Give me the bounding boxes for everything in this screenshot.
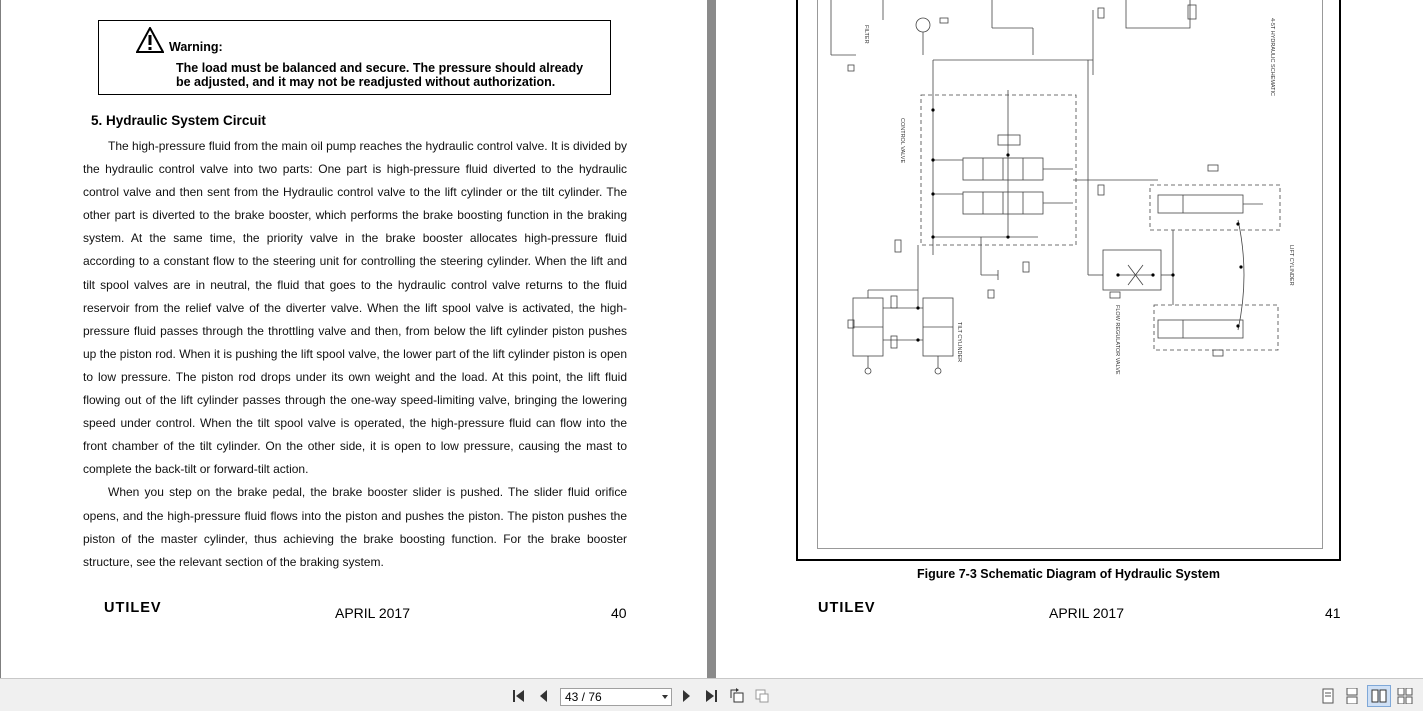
page-indicator: 43 / 76: [565, 690, 602, 704]
page-date: APRIL 2017: [335, 605, 410, 621]
flow-regulator-label: FLOW REGULATOR VALVE: [1114, 305, 1120, 375]
prev-page-icon[interactable]: [536, 688, 552, 704]
document-page-right: [716, 0, 1423, 678]
brand-logo: UTILEV: [104, 600, 162, 616]
schematic-title-label: 4-5T HYDRAULIC SCHEMATIC: [1269, 18, 1275, 97]
warning-icon: [136, 27, 164, 53]
brand-logo-right: UTILEV: [818, 600, 876, 616]
warning-text: [176, 61, 596, 89]
two-page-view-icon[interactable]: [1371, 688, 1387, 704]
paragraph-1: The high-pressure fluid from the main oil pump reaches the hydraulic control valve. It is divided by the hydraulic control valve into two parts: One part is high-pressure fluid diverted to the hydraulic control valve and then sent from the Hydraulic control valve to the lift cylinder or the tilt cylinder. The other part is diverted to the brake booster, which performs the brake boosting function in the braking system. At the same time, the priority valve in the brake booster allocates high-pressure fluid according to a constant flow to the steering unit for controlling the steering cylinder. When the lift and tilt spool valves are in neutral, the fluid that goes to the hydraulic control valve returns to the fluid reservoir from the relief valve of the diverter valve. When the lift spool valve is activated, the high-pressure fluid passes through the throttling valve and then, from below the lift cylinder piston pushes up the piston rod. When it is pushing the lift spool valve, the lower part of the lift cylinder piston is open to low pressure. The piston rod drops under its own weight and the load. At this point, the lift fluid flowing out of the lift cylinder passes through the one-way speed-limiting valve, bringing the lowering speed under control. When the tilt spool valve is operated, the high-pressure fluid can flow into the front chamber of the tilt cylinder. On the other side, it is open to low pressure, causing the mast to complete the back-tilt or forward-tilt action.: [83, 139, 627, 477]
page-number: 40: [611, 605, 627, 621]
warning-box: [98, 20, 611, 95]
last-page-icon[interactable]: [703, 688, 719, 704]
control-valve-label: CONTROL VALVE: [899, 118, 905, 164]
page-number-select[interactable]: [560, 688, 672, 706]
warning-line-1: The load must be balanced and secure. The pressure should already: [176, 61, 584, 75]
page-separator: [707, 0, 716, 678]
two-page-continuous-icon[interactable]: [1397, 688, 1413, 704]
filter-label: FILTER: [863, 25, 869, 44]
rotate-icon[interactable]: [729, 688, 745, 704]
continuous-view-icon[interactable]: [1344, 688, 1360, 704]
figure-frame: [796, 0, 1341, 561]
warning-title: Warning:: [169, 40, 223, 54]
warning-line-2: be adjusted, and it may not be readjusted without authorization.: [176, 75, 556, 89]
single-page-view-icon[interactable]: [1320, 688, 1336, 704]
first-page-icon[interactable]: [511, 688, 527, 704]
figure-caption: Figure 7-3 Schematic Diagram of Hydraulic System: [917, 567, 1220, 581]
body-text: [83, 135, 627, 574]
page-number-right: 41: [1325, 605, 1341, 621]
tilt-cylinder-label: TILT CYLINDER: [956, 322, 962, 363]
rotate-disabled-icon[interactable]: [754, 688, 770, 704]
hydraulic-schematic: [798, 0, 1339, 559]
section-heading: 5. Hydraulic System Circuit: [91, 113, 266, 128]
paragraph-2: When you step on the brake pedal, the brake booster slider is pushed. The slider fluid orifice opens, and the high-pressure fluid flows into the piston and pushes the piston. The piston pushes the piston of the master cylinder, thus achieving the brake boosting function. For the brake booster structure, see the relevant section of the braking system.: [83, 485, 627, 569]
chevron-down-icon: [662, 695, 668, 699]
viewer-toolbar: [0, 678, 1423, 711]
document-page-left: [1, 0, 707, 678]
next-page-icon[interactable]: [678, 688, 694, 704]
page-date-right: APRIL 2017: [1049, 605, 1124, 621]
lift-cylinder-label: LIFT CYLINDER: [1288, 245, 1294, 286]
